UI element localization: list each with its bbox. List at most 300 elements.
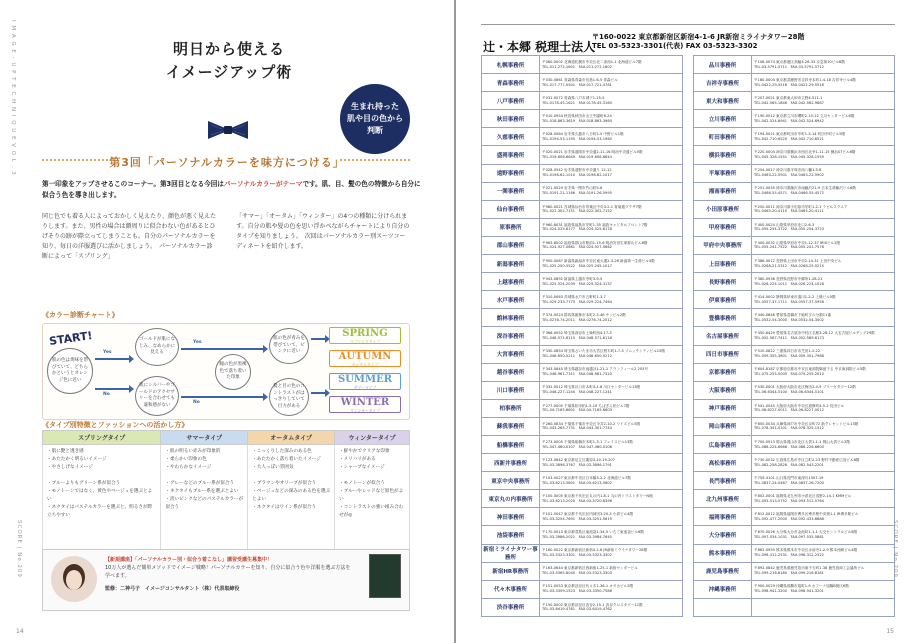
office-address: 〒028-0542 岩手県遠野市中央通り 12-12 xyxy=(542,168,612,173)
office-tel: TEL.03-3254-7691 FAX.03-3251-5619 xyxy=(542,516,612,521)
office-address-cell xyxy=(540,472,683,490)
office-row xyxy=(694,454,895,472)
office-row xyxy=(482,363,683,381)
lead-highlight: パーソナルカラーがテーマ xyxy=(223,180,303,188)
office-address: 〒366-0052 埼玉県深谷市上柴町西4-17-3 xyxy=(542,331,612,336)
office-tel: TEL.029-233-7775 FAX.029-224-7464 xyxy=(542,299,612,304)
page-number: 14 xyxy=(16,628,24,635)
office-tel: TEL.0466-55-4571 FAX.0466-55-4572 xyxy=(754,191,824,196)
office-tel: TEL.019-606-6649 FAX.019-606-6644 xyxy=(542,155,612,160)
office-row xyxy=(694,273,895,291)
office-row xyxy=(482,146,683,164)
office-address: 〒759-4101 山口県長門市東深川1307-19 xyxy=(754,475,824,480)
bowtie-icon xyxy=(208,120,248,140)
season-summer xyxy=(329,373,401,390)
office-row xyxy=(482,508,683,526)
office-address-cell xyxy=(752,580,895,598)
office-address-cell xyxy=(752,526,895,544)
type-cell: ・こっくりした深みのある色 ・あたたかく落ち着いたイメージ ・大人っぽい雰囲気 ・ブラウンやオリーブが似合う ・ベージュなどの深みのある色を選ぶとよい ・ネクタイはワイン系が似合う xyxy=(248,445,335,550)
body-column-1: 同じ色でも着る人によっておかしく見えたり、顔色が悪く見えたりします。また、男性の場合は顔周りに似合わない色があるとひげそりの跡が際立ってしまうことも。自分のパーソナルカラーを知り、毎日の洋服選びに活かしましょう。 パーソナルカラー診断によって「スプリング」 xyxy=(42,213,217,260)
chart-arrow xyxy=(95,388,131,390)
supervisor-portrait xyxy=(51,556,97,602)
office-row xyxy=(482,56,683,74)
no-label: No xyxy=(193,400,200,405)
office-address-cell xyxy=(540,399,683,417)
office-tel: TEL.022-302-7151 FAX.022-302-7152 xyxy=(542,209,612,214)
office-tel: TEL.0178-45-1621 FAX.0178-45-3160 xyxy=(542,100,612,105)
office-address-cell xyxy=(540,92,683,110)
office-address-cell xyxy=(752,56,895,74)
office-name-cell: 小田原事務所 xyxy=(694,200,752,218)
no-label: No xyxy=(103,392,110,397)
office-address: 〒812-0012 福岡県福岡市博多区博多駅中央街1-1 JR博多駅ビル xyxy=(754,512,859,517)
office-row xyxy=(694,200,895,218)
office-address: 〒180-0004 東京都武蔵野市吉祥寺本町1-4-18 吉祥寺ビル4階 xyxy=(754,77,856,82)
office-address: 〒020-0021 岩手県盛岡市中央通2-11-16 明治中央通ビル5階 xyxy=(542,150,643,155)
office-address-cell xyxy=(540,363,683,381)
office-name-cell: 北九州事務所 xyxy=(694,490,752,508)
office-tel: TEL.026-224-1011 FAX.026-224-1028 xyxy=(754,281,824,286)
office-address: 〒963-8002 福島県郡山市駅前1-15-6 明治安田生命郡山ビル8階 xyxy=(542,240,648,245)
office-address-cell xyxy=(540,327,683,345)
office-address-cell xyxy=(752,110,895,128)
office-name-cell: 京都事務所 xyxy=(694,363,752,381)
office-address-cell xyxy=(752,164,895,182)
office-address: 〒220-0004 神奈川県横浜市西区北幸1-11-15 横浜STビル8階 xyxy=(754,150,856,155)
office-row xyxy=(482,381,683,399)
office-address: 〒332-0012 埼玉県川口市本町4-1-8 川口センタービル13階 xyxy=(542,385,641,390)
office-address: 〒386-0012 長野県上田市中央2-14-31 上田中央ビル xyxy=(754,258,842,263)
office-row xyxy=(482,309,683,327)
office-name-cell: 大分事務所 xyxy=(694,526,752,544)
office-tel: TEL.0837-24-0467 FAX.0837-26-7200 xyxy=(754,480,824,485)
office-address: 〒030-0861 青森県青森市長島1-6-5 青森ビル xyxy=(542,77,618,82)
office-address: 〒021-0029 岩手県一関市竹山町5-6 xyxy=(542,186,603,191)
type-header: サマータイプ xyxy=(161,431,248,445)
office-address-cell xyxy=(752,273,895,291)
office-address-cell xyxy=(540,74,683,92)
office-address-cell xyxy=(540,454,683,472)
office-address-cell xyxy=(540,128,683,146)
right-page xyxy=(456,0,910,643)
office-address-cell xyxy=(752,327,895,345)
tel-line: TEL 03-5323-3301(代表) FAX 03-5323-3302 xyxy=(592,42,758,50)
office-address-cell xyxy=(752,218,895,236)
office-address-cell xyxy=(752,146,895,164)
office-row xyxy=(694,508,895,526)
office-tel: TEL.055-254-3722 FAX.055-254-3723 xyxy=(754,227,824,232)
office-tel: TEL.082-258-2828 FAX.082-543-2201 xyxy=(754,462,824,467)
office-address-cell xyxy=(752,490,895,508)
office-name-cell: 湘南事務所 xyxy=(694,182,752,200)
course-note xyxy=(42,549,410,611)
left-page xyxy=(0,0,454,643)
office-address-cell xyxy=(752,309,895,327)
office-address: 〒802-0001 福岡県北九州市小倉北区浅野2-14-1 KMMビル xyxy=(754,494,852,498)
season-sub: スプリングタイプ xyxy=(350,339,380,344)
office-tel: TEL.06-6344-5100 FAX.06-6344-5101 xyxy=(754,390,824,395)
office-name-cell: 沖縄事務所 xyxy=(694,580,752,598)
note-head: 【新規講座】「パーソナルカラー別・似合う着こなし」講習受講生募集中！ xyxy=(105,557,273,563)
chart-arrow xyxy=(311,392,327,394)
office-name-cell: 長野事務所 xyxy=(694,273,752,291)
office-name-cell: 吉祥寺事務所 xyxy=(694,74,752,92)
office-tel: TEL.059-355-3801 FAX.059-351-7988 xyxy=(754,354,824,359)
office-address: 〒330-0854 埼玉県さいたま市大宮区桜木町1-7-5 ソニックシティビル15階 xyxy=(542,349,665,354)
office-tel: TEL.097-534-1031 FAX.097-535-5881 xyxy=(754,534,824,539)
office-address-cell xyxy=(540,490,683,508)
office-address-cell xyxy=(752,508,895,526)
office-row xyxy=(694,598,895,616)
office-address: 〒250-0011 神奈川県小田原市栄町1-2-1 ラビルスクエア xyxy=(754,204,848,209)
color-chart xyxy=(42,323,410,420)
season-spring xyxy=(329,327,401,344)
office-row xyxy=(482,74,683,92)
office-address: 〒343-0845 埼玉県越谷市南越谷1-21-1 アランフィール2 203号 xyxy=(542,367,648,372)
office-address-cell xyxy=(540,146,683,164)
office-name-cell: 久慈事務所 xyxy=(482,128,540,146)
office-name-cell: 代々木事務所 xyxy=(482,580,540,598)
office-tel: TEL.048-227-1240 FAX.048-227-1241 xyxy=(542,390,612,395)
office-tel: TEL.096-312-2531 FAX.096-312-2522 xyxy=(754,553,824,558)
office-address: 〒892-0842 鹿児島県鹿児島市東千石町1-38 鹿児島商工会議所ビル xyxy=(754,566,865,571)
office-row xyxy=(482,598,683,616)
badge-line-2: 肌や目の色から xyxy=(347,114,403,123)
office-name-cell: 船橋事務所 xyxy=(482,435,540,453)
office-tel: TEL.0463-22-5901 FAX.0463-22-5902 xyxy=(754,173,824,178)
office-address: 〒150-0002 東京都渋谷区渋谷2-15-1 渋谷クロスタワー11階 xyxy=(542,602,643,607)
office-address-cell xyxy=(752,363,895,381)
season-sub: オータムタイプ xyxy=(351,362,379,367)
page-number: 15 xyxy=(886,628,894,635)
office-row xyxy=(482,92,683,110)
office-address: 〒031-0072 青森県八戸市城下1-25-5 xyxy=(542,95,605,100)
office-tel: TEL.0422-29-5516 FAX.0422-29-5516 xyxy=(754,82,824,87)
office-tel: TEL.093-513-5752 FAX.093-512-5764 xyxy=(754,498,824,503)
office-name-cell: 蘇我事務所 xyxy=(482,417,540,435)
office-name-cell: 品川事務所 xyxy=(694,56,752,74)
office-row xyxy=(694,146,895,164)
office-address-cell xyxy=(540,417,683,435)
office-name-cell: 高松事務所 xyxy=(694,454,752,472)
office-row xyxy=(694,309,895,327)
office-address: 〒400-0032 山梨県甲府市中央1-12-37 IRIXビル2階 xyxy=(754,240,841,245)
chart-start: START! xyxy=(48,329,94,348)
office-address: 〒207-0021 東京都東大和市立野4-511-1 xyxy=(754,95,823,100)
office-tel: TEL.042-524-6941 FAX.042-524-6942 xyxy=(754,118,824,123)
office-row xyxy=(694,291,895,309)
office-name-cell: 新潟事務所 xyxy=(482,255,540,273)
office-address: 〒310-0063 茨城県水戸市五軒町1-3-7 xyxy=(542,294,606,299)
office-name-cell: 青森事務所 xyxy=(482,74,540,92)
office-row xyxy=(694,417,895,435)
office-address: 〒950-0087 新潟県新潟市中央区東大通2-3-26 新潟第一生命ビル3階 xyxy=(542,258,655,263)
office-address-cell xyxy=(540,562,683,580)
office-row xyxy=(482,345,683,363)
office-address xyxy=(592,33,804,51)
office-row xyxy=(482,128,683,146)
office-row xyxy=(694,236,895,254)
season-sub: ウィンタータイプ xyxy=(350,408,380,413)
office-address: 〒870-0026 大分県大分市金池町1-1-1 大交セントラルビル8階 xyxy=(754,530,858,535)
office-tel: TEL.0191-21-1166 FAX.0191-26-5995 xyxy=(542,191,612,196)
office-address: 〒151-0053 東京都渋谷区代々木1-36-1 オダカビル2階 xyxy=(542,584,634,589)
office-row xyxy=(482,236,683,254)
office-tel: TEL.086-224-6666 FAX.086-226-6600 xyxy=(754,444,824,449)
office-row xyxy=(482,200,683,218)
office-tel: TEL.092-477-2000 FAX.092-433-6888 xyxy=(754,516,824,521)
office-name-cell: 渋谷事務所 xyxy=(482,598,540,616)
season-name: SPRING xyxy=(342,328,388,339)
office-tel: TEL.0557-37-1711 FAX.0557-37-5958 xyxy=(754,299,824,304)
office-row xyxy=(694,164,895,182)
office-table-left xyxy=(481,55,683,617)
office-tel: TEL.03-3986-2021 FAX.03-3984-7640 xyxy=(542,534,612,539)
office-address-cell xyxy=(752,291,895,309)
office-name-cell: 八戸事務所 xyxy=(482,92,540,110)
office-tel: TEL.03-6213-5801 FAX.03-6213-5802 xyxy=(542,480,612,485)
office-tel: TEL.03-6419-4761 FAX.03-6419-4762 xyxy=(542,607,612,612)
episode-title: 第3回「パーソナルカラーを味方につける」 xyxy=(109,156,345,169)
office-row xyxy=(482,182,683,200)
office-address-cell xyxy=(540,508,683,526)
office-row xyxy=(694,435,895,453)
magazine-label: SCORE | No.209 xyxy=(892,520,898,578)
office-address-cell xyxy=(752,345,895,363)
office-row xyxy=(482,218,683,236)
office-address-cell xyxy=(752,454,895,472)
office-name-cell: 平塚事務所 xyxy=(694,164,752,182)
type-cell: ・鮮やかでクリアな印象 ・メリハリがある ・シャープなイメージ ・モノトーンが似合う ・ブルーやレッドなど原色がよい ・コントラストの強い組み合わせが◎ xyxy=(335,445,410,550)
magazine-label: SCORE | No.209 xyxy=(16,520,22,578)
office-tel: TEL.048-650-5211 FAX.048-650-5212 xyxy=(542,354,612,359)
office-tel: TEL.025-524-2039 FAX.025-524-3137 xyxy=(542,281,612,286)
office-name-cell: 甲府中央事務所 xyxy=(694,236,752,254)
office-address-cell xyxy=(540,56,683,74)
office-name-cell: 越谷事務所 xyxy=(482,363,540,381)
office-name-cell: 新宿ミライナタワー事務所 xyxy=(482,544,540,562)
office-row xyxy=(694,490,895,508)
chart-arrow xyxy=(311,338,327,340)
office-tel: TEL.048-961-7311 FAX.048-961-7320 xyxy=(542,372,612,377)
office-tel: TEL.024-927-0661 FAX.024-927-0662 xyxy=(542,245,612,250)
chart-node-1: 肌の色は黄味を帯びていて、どちらかというとオレンジ色に近い xyxy=(47,348,93,394)
type-cell: ・肌の明るい赤みが印象的 ・柔らかい印象の色 ・やわらかなイメージ ・グレーなどのブルー系が似合う ・ネクタイもブルー系を選ぶとよい ・淡いピンクなどのパステルカラーが似合う xyxy=(161,445,248,550)
office-row xyxy=(694,562,895,580)
office-address-cell xyxy=(752,92,895,110)
office-tel: TEL.047-460-0107 FAX.047-460-0108 xyxy=(542,444,612,449)
office-name-cell: 柏事務所 xyxy=(482,399,540,417)
office-name-cell: 四日市事務所 xyxy=(694,345,752,363)
office-name-cell: 東大和事務所 xyxy=(694,92,752,110)
office-address-cell xyxy=(752,472,895,490)
side-label: I M A G E - U P T E C H N I Q U E V O L . 3 xyxy=(10,20,16,176)
lead-after: です。肌、目、髪の色の特徴から自分に似合う色を導き出します。 xyxy=(42,180,421,199)
office-tel: TEL.04-7165-6601 FAX.04-7165-6603 xyxy=(542,408,612,413)
season-sub: サマータイプ xyxy=(353,385,377,390)
type-header: ウィンタータイプ xyxy=(335,431,410,445)
office-name-cell: 札幌事務所 xyxy=(482,56,540,74)
office-address: 〒530-0001 大阪府大阪市北区梅田2-4-9 ブリーゼタワー12階 xyxy=(754,385,856,390)
chart-section-title: 《カラー診断チャート》 xyxy=(42,311,119,319)
office-address: 〒400-0024 山梨県甲府市北口2-6-3 xyxy=(754,222,815,227)
office-name-cell: 神戸事務所 xyxy=(694,399,752,417)
office-address: 〒650-0034 兵庫県神戸市中央区京町72 新クレセントビル13階 xyxy=(754,421,859,426)
office-address: 〒123-0842 東京都足立区栗原3-10-19-207 xyxy=(542,457,615,462)
office-address-cell xyxy=(752,128,895,146)
lead-text xyxy=(42,179,422,201)
header-rule xyxy=(481,24,895,25)
book-cover-image xyxy=(369,554,401,598)
note-text xyxy=(105,556,355,593)
office-row xyxy=(482,435,683,453)
office-row xyxy=(694,327,895,345)
office-name-cell: 館林事務所 xyxy=(482,309,540,327)
chart-node-6: 髪と目の色のコントラストがはっきりしていて目力がある xyxy=(269,378,309,416)
office-tel: TEL.0532-54-3000 FAX.0532-54-3002 xyxy=(754,317,824,322)
office-tel: TEL.06-6227-0011 FAX.06-6227-0012 xyxy=(754,408,824,413)
office-name-cell: 水戸事務所 xyxy=(482,291,540,309)
office-name-cell: 東京中央事務所 xyxy=(482,472,540,490)
office-address-cell xyxy=(540,164,683,182)
office-address: 〒604-8187 京都府京都市中京区東洞院御池下る 中京東洞院ビル5階 xyxy=(754,367,866,372)
office-row xyxy=(694,255,895,273)
office-tel: TEL.03-3359-1523 FAX.03-3350-7588 xyxy=(542,589,612,594)
office-row xyxy=(482,526,683,544)
office-tel: TEL.03-6213-2020 FAX.03-3720-6396 xyxy=(542,498,612,503)
office-address-cell xyxy=(752,255,895,273)
office-address-cell xyxy=(540,110,683,128)
office-name-cell: 池袋事務所 xyxy=(482,526,540,544)
office-row xyxy=(694,381,895,399)
office-name-cell: 上越事務所 xyxy=(482,273,540,291)
office-address-cell xyxy=(752,182,895,200)
office-row xyxy=(482,327,683,345)
office-row xyxy=(694,526,895,544)
office-name-cell: 鹿児島事務所 xyxy=(694,562,752,580)
office-row xyxy=(482,544,683,562)
office-tel: TEL.0465-20-4110 FAX.0465-20-4111 xyxy=(754,209,824,214)
office-tel: TEL.099-216-8180 FAX.099-216-8181 xyxy=(754,571,824,576)
office-address-cell xyxy=(752,435,895,453)
office-row xyxy=(482,562,683,580)
office-name-cell: 大阪事務所 xyxy=(694,381,752,399)
office-tel: TEL.078-341-0101 FAX.078-325-1512 xyxy=(754,426,824,431)
office-address: 〒277-0005 千葉県柏市柏1-5-10 ちばぎん柏ビル7階 xyxy=(542,403,630,408)
hero-title xyxy=(132,38,326,84)
body-column-2: 「サマー」「オータム」「ウィンター」の4つの種類に分けられます。自分の肌や髪の色を思い浮かべながらチャートにより自分のタイプを知りましょう。 次回はパーソナルカラー別スーツコーディネートを紹介します。 xyxy=(236,213,410,250)
office-address-cell xyxy=(540,182,683,200)
office-row xyxy=(482,164,683,182)
office-address: 〒414-0002 静岡県伊東市湯川1-2-2 上條ビル5階 xyxy=(754,294,836,299)
office-name-cell: 町田事務所 xyxy=(694,128,752,146)
office-name-cell: 新宿HR事務所 xyxy=(482,562,540,580)
office-row xyxy=(694,544,895,562)
office-row xyxy=(694,218,895,236)
office-address: 〒251-0055 神奈川県藤沢市南藤沢21-9 日本生命藤沢ビル6階 xyxy=(754,186,856,191)
office-address-cell xyxy=(540,309,683,327)
office-address-cell xyxy=(752,381,895,399)
office-name-cell: 大宮事務所 xyxy=(482,345,540,363)
office-tel: TEL.011-272-1601 FAX.011-272-1602 xyxy=(542,64,612,69)
office-address: 〒194-0021 東京都町田市中町1-5-14 町田中町ビル5階 xyxy=(754,132,846,137)
office-name-cell: 広島事務所 xyxy=(694,435,752,453)
office-address-cell xyxy=(540,598,683,616)
office-address-cell xyxy=(540,435,683,453)
office-address: 〒101-0047 東京都千代田区内神田3-20-3 小倉ビル4階 xyxy=(542,512,634,517)
office-name-cell: 一関事務所 xyxy=(482,182,540,200)
office-address: 〒900-0029 沖縄県那覇市旭町1-9 カフーナ旭橋B街区6階 xyxy=(754,584,849,589)
season-name: SUMMER xyxy=(337,374,392,385)
season-winter xyxy=(329,396,401,413)
office-row xyxy=(694,399,895,417)
note-signature: 監修：二神弓子 イメージコンサルタント（株）代表取締役 xyxy=(105,586,240,592)
office-tel: TEL.052-587-7411 FAX.052-589-6173 xyxy=(754,335,824,340)
office-address-cell xyxy=(540,345,683,363)
office-row xyxy=(482,472,683,490)
office-row xyxy=(694,110,895,128)
office-row xyxy=(482,417,683,435)
office-address-cell xyxy=(752,399,895,417)
office-address: 〒108-0074 東京都港区高輪3-26-33 京急第10ビル8階 xyxy=(754,59,845,64)
office-address: 〒010-0954 秋田県秋田市山王中園町6-24 xyxy=(542,114,612,119)
office-address-cell xyxy=(540,255,683,273)
office-address-cell xyxy=(752,417,895,435)
office-name-cell: 盛岡事務所 xyxy=(482,146,540,164)
office-row xyxy=(694,92,895,110)
note-body: 10万人が選んだ簡単メソッドでイメージ戦略！パーソナルカラーを知り、自分に似合う色や洋服を選ぶ方法を学べます。 xyxy=(105,565,351,579)
office-name-cell: 仙台事務所 xyxy=(482,200,540,218)
office-address: 〒170-0013 東京都豊島区東池袋1-34-5 いちご東池袋ビル6階 xyxy=(542,530,644,535)
office-name-cell: 立川事務所 xyxy=(694,110,752,128)
office-name-cell xyxy=(694,598,752,616)
office-row xyxy=(694,56,895,74)
office-tel: TEL.0194-53-1195 FAX.0194-53-1980 xyxy=(542,136,612,141)
office-address-cell xyxy=(752,544,895,562)
office-tel: TEL.048-571-6115 FAX.048-571-6116 xyxy=(542,335,612,340)
office-name-cell: 熊本事務所 xyxy=(694,544,752,562)
chart-node-3: 肌にシルバーやゴールドのアクセサリーを合わせても違和感がない xyxy=(135,376,179,416)
office-name-cell: 原事務所 xyxy=(482,218,540,236)
office-address: 〒028-0064 岩手県久慈市八日町2-5 中野ビル1階 xyxy=(542,132,624,137)
season-name: AUTUMN xyxy=(338,351,392,362)
yes-label: Yes xyxy=(103,350,112,355)
address-line: 〒160-0022 東京都新宿区新宿4-1-6 JR新宿ミライナタワー28階 xyxy=(592,33,805,41)
office-row xyxy=(482,110,683,128)
office-name-cell: 横浜事務所 xyxy=(694,146,752,164)
office-address: 〒273-0005 千葉県船橋市本町1-3-1 フェイスビル13階 xyxy=(542,439,633,444)
office-address: 〒163-0644 東京都新宿区西新宿1-25-1 新宿センタービル xyxy=(542,566,638,571)
office-address-cell xyxy=(540,291,683,309)
office-tel: TEL.03-5365-8040 FAX.03-5323-3303 xyxy=(542,571,612,576)
office-address-cell xyxy=(752,562,895,580)
office-row xyxy=(694,580,895,598)
office-row xyxy=(694,74,895,92)
office-row xyxy=(694,182,895,200)
chart-arrow xyxy=(181,396,265,398)
type-table xyxy=(42,430,410,550)
office-name-cell: 東京丸の内事務所 xyxy=(482,490,540,508)
hero-line-2: イメージアップ術 xyxy=(165,63,293,81)
office-tel: TEL.055-241-7522 FAX.055-241-7578 xyxy=(754,245,824,250)
office-address: 〒160-0022 東京都新宿区新宿4-1-6 JR新宿ミライナタワー28階 xyxy=(542,548,648,553)
office-row xyxy=(482,399,683,417)
office-tel: TEL.043-265-7731 FAX.043-301-7744 xyxy=(542,426,612,431)
office-row xyxy=(694,363,895,381)
office-row xyxy=(482,490,683,508)
yes-label: Yes xyxy=(193,340,202,345)
office-tel: TEL.075-255-5005 FAX.075-255-2010 xyxy=(754,372,824,377)
